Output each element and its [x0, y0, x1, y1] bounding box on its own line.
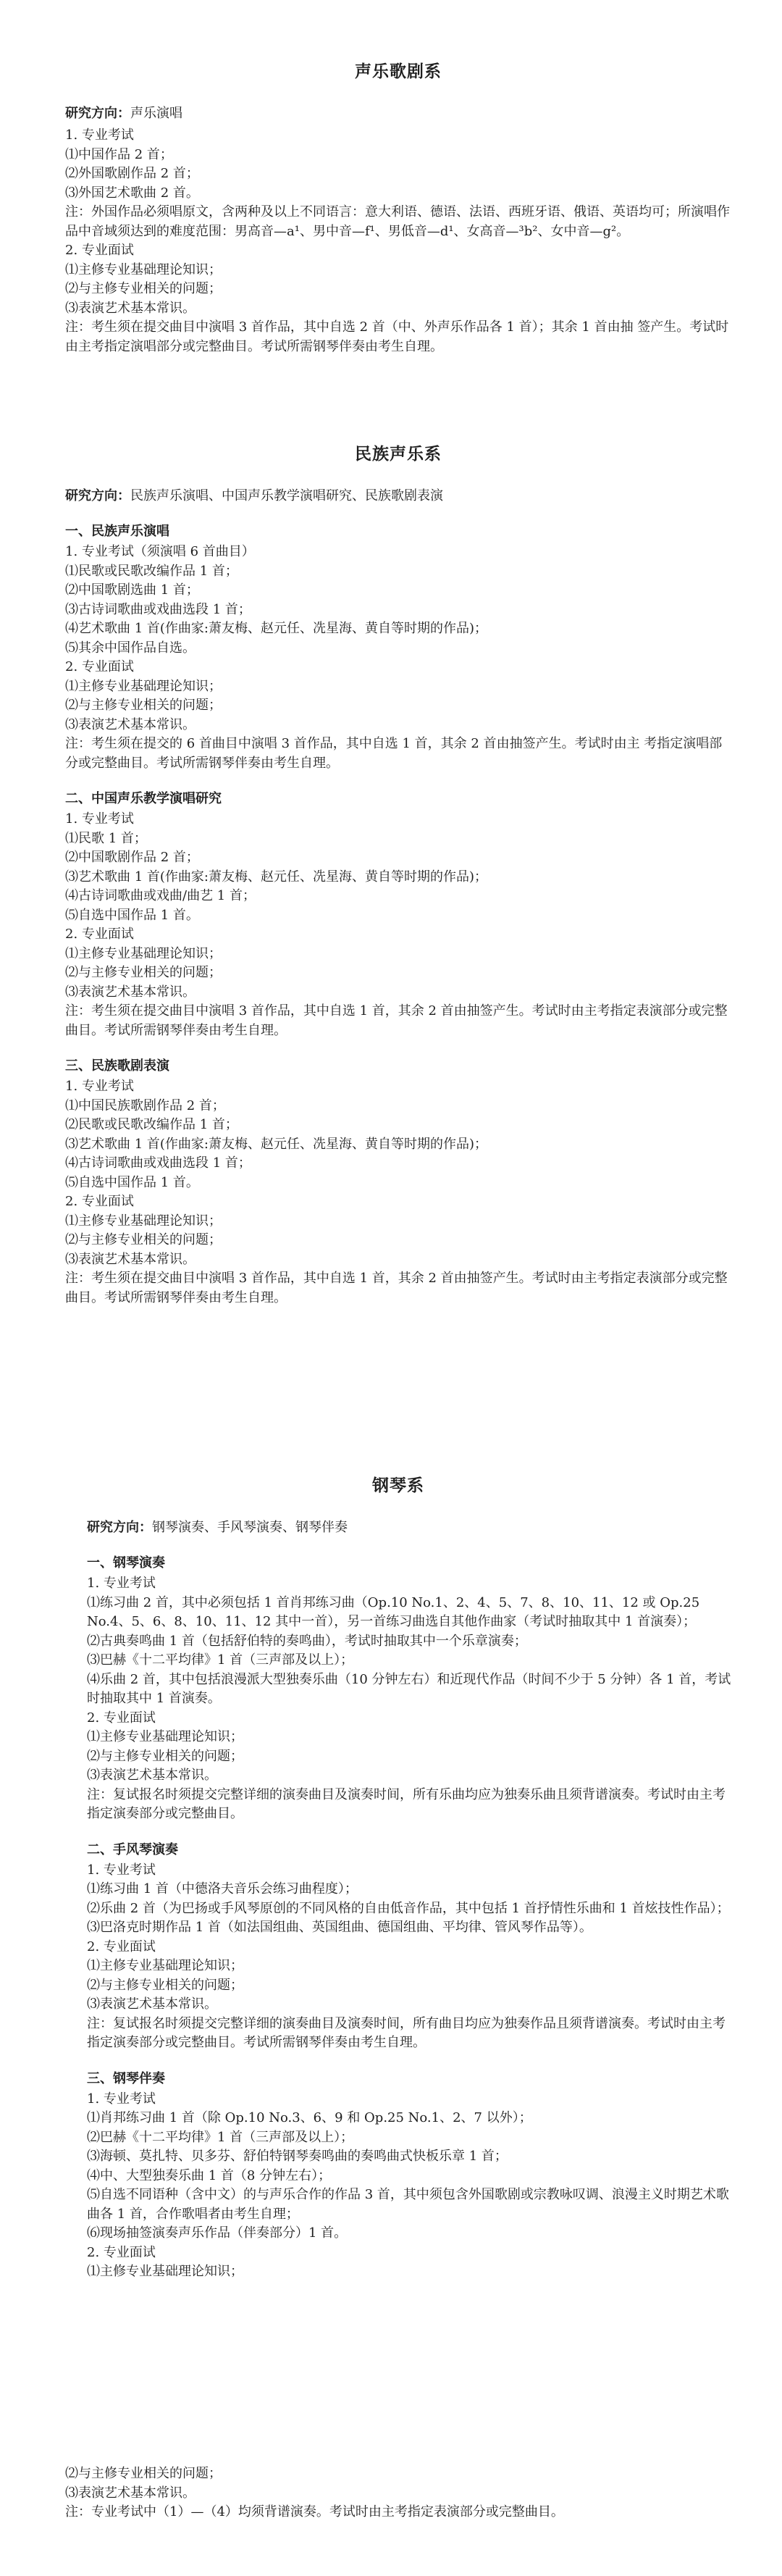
section-vocal-opera	[65, 58, 731, 356]
research-direction-value: 声乐演唱	[130, 106, 182, 121]
section-folk-vocal	[65, 440, 731, 1308]
text-line: ⑶表演艺术基本常识。	[65, 716, 196, 732]
text-line: ⑶表演艺术基本常识。	[65, 984, 196, 1000]
text-line: 1. 专业考试	[65, 127, 134, 143]
text-line: 注：考生须在提交的 6 首曲目中演唱 3 首作品，其中自选 1 首，其余 2 首由抽签产生。考试时由主 考指定演唱部分或完整曲目。考试所需钢琴伴奏由考生自理。	[65, 736, 723, 771]
text-line: 2. 专业面试	[65, 927, 134, 942]
text-line: ⑵中国歌剧作品 2 首；	[65, 850, 199, 865]
text-line: ⑶巴洛克时期作品 1 首（如法国组曲、英国组曲、德国组曲、平均律、管风琴作品等）。	[87, 1920, 592, 1935]
text-line: ⑴主修专业基础理论知识；	[65, 1213, 222, 1229]
text-line: ⑶艺术歌曲 1 首(作曲家:萧友梅、赵元任、冼星海、黄自等时期的作品)；	[65, 1136, 488, 1152]
text-line: ⑸自选中国作品 1 首。	[65, 907, 199, 923]
text-line: ⑴主修专业基础理论知识；	[87, 2264, 243, 2279]
text-line: ⑵与主修专业相关的问题；	[65, 2466, 222, 2481]
text-line: ⑴民歌 1 首；	[65, 830, 147, 846]
text-line: ⑴主修专业基础理论知识；	[65, 262, 222, 277]
text-line: ⑸自选中国作品 1 首。	[65, 1174, 199, 1190]
text-line: 1. 专业考试	[87, 2091, 156, 2107]
section-tail	[65, 2464, 731, 2522]
text-line: ⑶外国艺术歌曲 2 首。	[65, 185, 199, 201]
text-line: ⑵外国歌剧作品 2 首；	[65, 166, 199, 181]
text-line: ⑵古典奏鸣曲 1 首（包括舒伯特的奏鸣曲），考试时抽取其中一个乐章演奏；	[87, 1633, 527, 1649]
text-line: ⑸其余中国作品自选。	[65, 640, 196, 656]
research-direction-label: 研究方向：	[65, 106, 130, 121]
text-line: ⑴民歌或民歌改编作品 1 首；	[65, 563, 238, 579]
text-line: ⑷中、大型独奏乐曲 1 首（8 分钟左右）；	[87, 2167, 332, 2183]
text-line: 1. 专业考试（须演唱 6 首曲目）	[65, 544, 255, 559]
text-line: 注：考生须在提交曲目中演唱 3 首作品，其中自选 1 首，其余 2 首由抽签产生。考试时由主考指定表演部分或完整曲目。考试所需钢琴伴奏由考生自理。	[65, 1003, 728, 1038]
subsection-heading: 一、钢琴演奏	[87, 1555, 165, 1571]
text-line: ⑵中国歌剧选曲 1 首；	[65, 582, 199, 598]
text-line: ⑵乐曲 2 首（为巴扬或手风琴原创的不同风格的自由低音作品，其中包括 1 首抒情性乐曲和 1 首炫技性作品）；	[87, 1900, 730, 1916]
text-line: ⑵与主修专业相关的问题；	[65, 965, 222, 980]
text-line: ⑶表演艺术基本常识。	[65, 300, 196, 316]
text-line: ⑴主修专业基础理论知识；	[87, 1729, 243, 1744]
text-line: 注：考生须在提交曲目中演唱 3 首作品，其中自选 1 首，其余 2 首由抽签产生。考试时由主考指定表演部分或完整曲目。考试所需钢琴伴奏由考生自理。	[65, 1271, 728, 1305]
text-line: ⑷乐曲 2 首，其中包括浪漫派大型独奏乐曲（10 分钟左右）和近现代作品（时间不少于 5 分钟）各 1 首，考试时抽取其中 1 首演奏。	[87, 1671, 731, 1706]
text-line: ⑴练习曲 1 首（中德洛夫音乐会练习曲程度）；	[87, 1881, 358, 1897]
text-line: ⑵与主修专业相关的问题；	[65, 698, 222, 713]
text-line: 2. 专业面试	[87, 2244, 156, 2260]
text-line: 2. 专业面试	[65, 1194, 134, 1209]
text-line: ⑵巴赫《十二平均律》1 首（三声部及以上）；	[87, 2129, 354, 2145]
text-line: ⑹现场抽签演奏声乐作品（伴奏部分）1 首。	[87, 2225, 348, 2241]
research-direction-label: 研究方向：	[87, 1520, 152, 1535]
research-direction-value: 钢琴演奏、手风琴演奏、钢琴伴奏	[152, 1520, 348, 1535]
subsection-heading: 三、民族歌剧表演	[65, 1058, 169, 1074]
text-line: ⑶巴赫《十二平均律》1 首（三声部及以上）；	[87, 1652, 354, 1668]
text-line: 注：考生须在提交曲目中演唱 3 首作品，其中自选 2 首（中、外声乐作品各 1 首）；其余 1 首由抽 签产生。考试时由主考指定演唱部分或完整曲目。考试所需钢琴伴奏由考生自理。	[65, 319, 729, 354]
text-line: ⑷艺术歌曲 1 首(作曲家:萧友梅、赵元任、冼星海、黄自等时期的作品)；	[65, 621, 488, 636]
text-line: 1. 专业考试	[65, 811, 134, 827]
text-line: ⑶表演艺术基本常识。	[65, 2485, 196, 2501]
subsection-heading: 一、民族声乐演唱	[65, 524, 169, 539]
text-line: ⑵与主修专业相关的问题；	[65, 281, 222, 296]
section-title: 声乐歌剧系	[355, 62, 442, 81]
text-line: 注：外国作品必须唱原文，含两种及以上不同语言：意大利语、德语、法语、西班牙语、俄语、英语均可；所演唱作品中音域须达到的难度范围：男高音—a¹、男中音—f¹、男低音—d¹、女高音—³b²、女中音—g²。	[65, 204, 730, 239]
text-line: 2. 专业面试	[87, 1710, 156, 1726]
section-title: 钢琴系	[372, 1476, 424, 1495]
subsection-heading: 二、手风琴演奏	[87, 1841, 178, 1857]
text-line: ⑷古诗词歌曲或戏曲/曲艺 1 首；	[65, 888, 256, 903]
text-line: ⑵民歌或民歌改编作品 1 首；	[65, 1117, 238, 1132]
section-piano	[65, 1472, 731, 2282]
text-line: ⑴练习曲 2 首，其中必须包括 1 首肖邦练习曲（Op.10 No.1、2、4、5、7、8、10、11、12 或 Op.25 No.4、5、6、8、10、11、12 其中一首），另一首练习曲选自其他作曲家（考试时抽取其中 1 首演奏）；	[87, 1594, 700, 1629]
text-line: ⑵与主修专业相关的问题；	[87, 1977, 243, 1993]
text-line: ⑶表演艺术基本常识。	[87, 1996, 217, 2012]
research-direction	[65, 486, 731, 506]
text-line: 2. 专业面试	[87, 1939, 156, 1954]
text-line: 注：专业考试中（1）—（4）均须背谱演奏。考试时由主考指定表演部分或完整曲目。	[65, 2504, 564, 2519]
text-line: ⑶表演艺术基本常识。	[65, 1251, 196, 1267]
subsection-heading: 二、中国声乐教学演唱研究	[65, 791, 222, 806]
text-line: 注：复试报名时须提交完整详细的演奏曲目及演奏时间，所有曲目均应为独奏作品且须背谱演奏。考试时由主考指定演奏部分或完整曲目。考试所需钢琴伴奏由考生自理。	[87, 2015, 726, 2050]
text-line: 1. 专业考试	[65, 1079, 134, 1094]
text-line: ⑴主修专业基础理论知识；	[65, 678, 222, 694]
research-direction-label: 研究方向：	[65, 488, 130, 503]
text-line: ⑵与主修专业相关的问题；	[87, 1748, 243, 1764]
text-line: ⑷古诗词歌曲或戏曲选段 1 首；	[65, 1155, 251, 1171]
text-line: 1. 专业考试	[87, 1862, 156, 1878]
research-direction	[65, 1518, 731, 1537]
text-line: 注：复试报名时须提交完整详细的演奏曲目及演奏时间，所有乐曲均应为独奏乐曲且须背谱演奏。考试时由主考指定演奏部分或完整曲目。	[87, 1786, 726, 1821]
text-line: 1. 专业考试	[87, 1576, 156, 1591]
text-line: ⑵与主修专业相关的问题；	[65, 1232, 222, 1247]
text-line: ⑴主修专业基础理论知识；	[87, 1958, 243, 1973]
subsection-heading: 三、钢琴伴奏	[87, 2070, 165, 2086]
text-line: ⑸自选不同语种（含中文）的与声乐合作的作品 3 首，其中须包含外国歌剧或宗教咏叹调、浪漫主义时期艺术歌曲各 1 首，合作歌唱者由考生自理；	[87, 2187, 729, 2222]
text-line: ⑶海顿、莫扎特、贝多芬、舒伯特钢琴奏鸣曲的奏鸣曲式快板乐章 1 首；	[87, 2149, 508, 2164]
text-line: 2. 专业面试	[65, 243, 134, 258]
section-title: 民族声乐系	[355, 445, 442, 464]
text-line: ⑴肖邦练习曲 1 首（除 Op.10 No.3、6、9 和 Op.25 No.1、2、7 以外）；	[87, 2110, 532, 2125]
research-direction	[65, 104, 731, 123]
text-line: ⑴中国民族歌剧作品 2 首；	[65, 1097, 225, 1113]
text-line: ⑶艺术歌曲 1 首(作曲家:萧友梅、赵元任、冼星海、黄自等时期的作品)；	[65, 869, 488, 885]
research-direction-value: 民族声乐演唱、中国声乐教学演唱研究、民族歌剧表演	[130, 488, 443, 503]
text-line: ⑶古诗词歌曲或戏曲选段 1 首；	[65, 601, 251, 617]
text-line: ⑴主修专业基础理论知识；	[65, 945, 222, 961]
text-line: 2. 专业面试	[65, 659, 134, 674]
text-line: ⑶表演艺术基本常识。	[87, 1768, 217, 1783]
text-line: ⑴中国作品 2 首；	[65, 146, 173, 162]
